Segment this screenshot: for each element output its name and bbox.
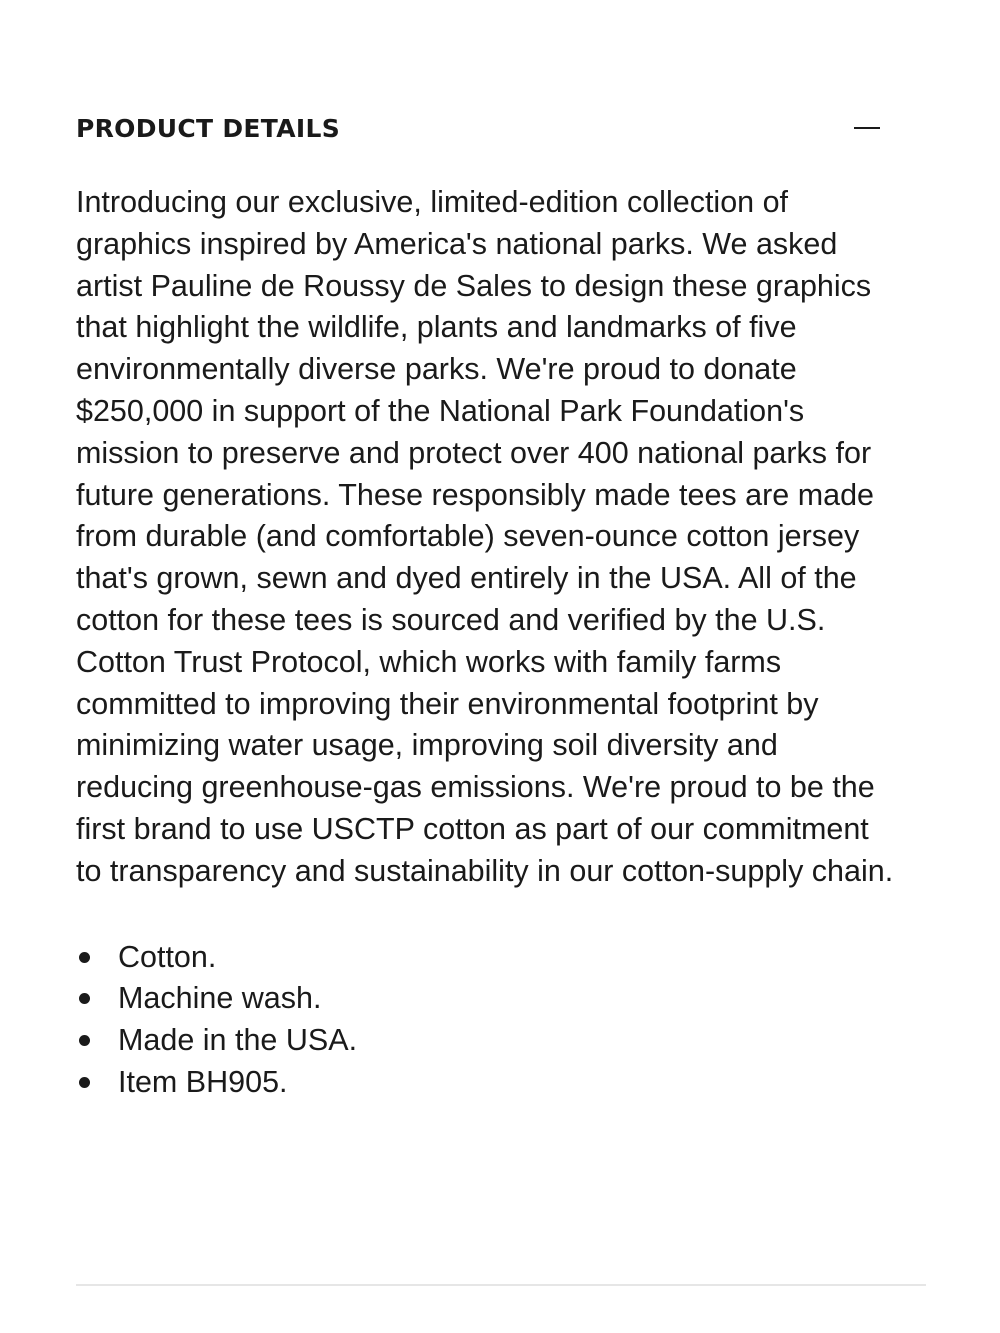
section-divider [76,1284,926,1286]
feature-text: Made in the USA. [118,1023,358,1058]
product-description: Introducing our exclusive, limited-edition collection of graphics inspired by America's national parks. We asked artist Pauline de Roussy de Sales to design these graphics that highlight the wildlife, plants and landmarks of five environmentally diverse parks. We're proud to donate $250,000 in support of the National Park Foundation's mission to preserve and protect over 400 national parks for future generations. These responsibly made tees are made from durable (and comfortable) seven-ounce cotton jersey that's grown, sewn and dyed entirely in the USA. All of the cotton for these tees is sourced and verified by the U.S. Cotton Trust Protocol, which works with family farms committed to improving their environmental footprint by minimizing water usage, improving soil diversity and reducing greenhouse-gas emissions. We're proud to be the first brand to use USCTP cotton as part of our commitment to transparency and sustainability in our cotton-supply chain. [76,185,894,888]
bullet-icon [79,1035,90,1046]
product-details-accordion [76,100,926,1104]
product-details-header[interactable] [76,100,880,156]
feature-item [76,937,926,979]
product-details-body [76,182,926,1104]
feature-item [76,1020,926,1062]
feature-text: Machine wash. [118,981,322,1016]
bullet-icon [79,993,90,1004]
feature-text: Item BH905. [118,1064,288,1099]
bullet-icon [79,1077,90,1088]
feature-item [76,978,926,1020]
feature-item [76,1062,926,1104]
section-title: PRODUCT DETAILS [76,113,341,143]
feature-text: Cotton. [118,939,217,974]
minus-collapse-icon[interactable] [854,127,880,129]
bullet-icon [79,952,90,963]
feature-list [76,937,926,1104]
